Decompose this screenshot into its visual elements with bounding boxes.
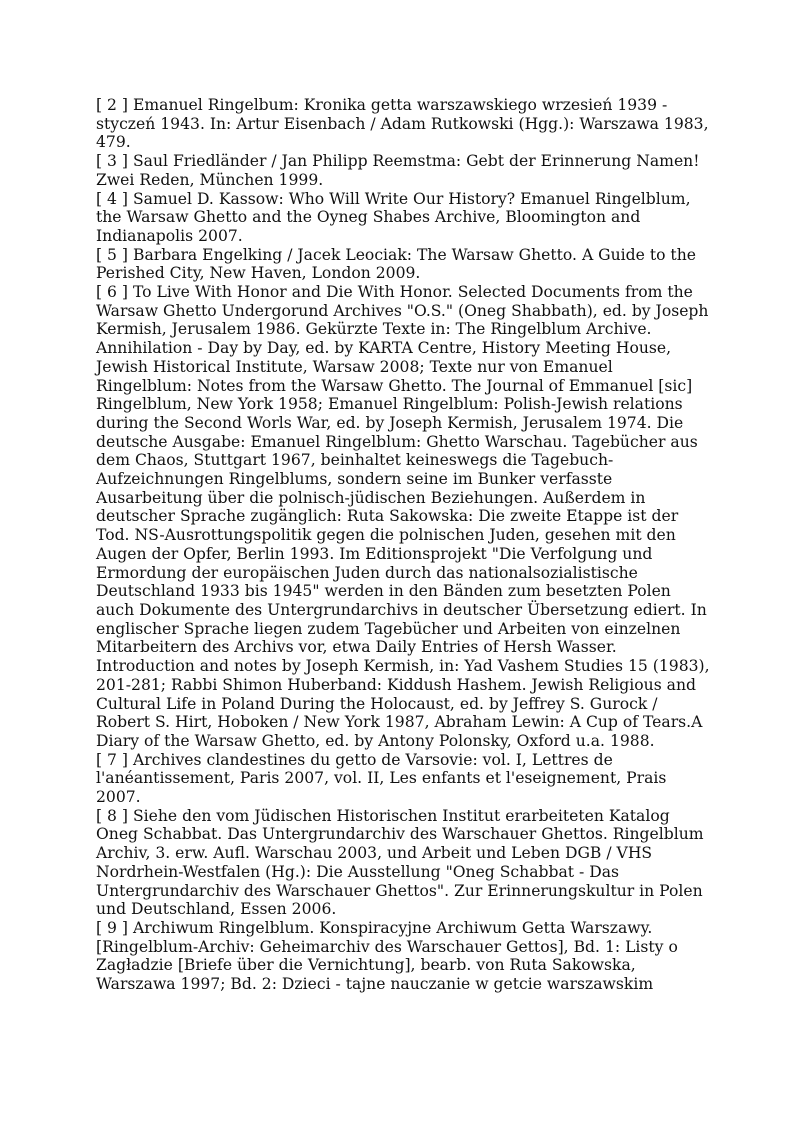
footnote-marker: [ 7 ]	[96, 750, 129, 769]
footnote-5	[96, 246, 711, 283]
footnote-text: Samuel D. Kassow: Who Will Write Our History? Emanuel Ringelblum, the Warsaw Ghetto and the Oyneg Shabes Archive, Bloomington and Indianapolis 2007.	[96, 189, 691, 245]
footnote-text: Archives clandestines du getto de Varsovie: vol. I, Lettres de l'anéantissement, Paris 2007, vol. II, Les enfants et l'eseignement, Prais 2007.	[96, 750, 667, 807]
footnote-7	[96, 751, 711, 807]
footnote-2	[96, 96, 711, 152]
footnote-3	[96, 152, 711, 189]
footnote-text: To Live With Honor and Die With Honor. Selected Documents from the Warsaw Ghetto Undergorund Archives "O.S." (Oneg Shabbath), ed. by Joseph Kermish, Jerusalem 1986. Gekürzte Texte in: The Ringelblum Archive. Annihilation - Day by Day, ed. by KARTA Centre, History Meeting House, Jewish Historical Institute, Warsaw 2008; Texte nur von Emanuel Ringelblum: Notes from the Warsaw Ghetto. The Journal of Emmanuel [sic] Ringelblum, New York 1958; Emanuel Ringelblum: Polish-Jewish relations during the Second Worls War, ed. by Joseph Kermish, Jerusalem 1974. Die deutsche Ausgabe: Emanuel Ringelblum: Ghetto Warschau. Tagebücher aus dem Chaos, Stuttgart 1967, beinhaltet keineswegs die Tagebuch-Aufzeichnungen Ringelblums, sondern seine im Bunker verfasste Ausarbeitung über die polnisch-jüdischen Beziehungen. Außerdem in deutscher Sprache zugänglich: Ruta Sakowska: Die zweite Etappe ist der Tod. NS-Ausrottungspolitik gegen die polnischen Juden, gesehen mit den Augen der Opfer, Berlin 1993. Im Editionsprojekt "Die Verfolgung und Ermordung der europäischen Juden durch das nationalsozialistische Deutschland 1933 bis 1945" werden in den Bänden zum besetzten Polen auch Dokumente des Untergrundarchivs in deutscher Übersetzung ediert. In englischer Sprache liegen zudem Tagebücher und Arbeiten von einzelnen Mitarbeitern des Archivs vor, etwa Daily Entries of Hersh Wasser. Introduction and notes by Joseph Kermish, in: Yad Vashem Studies 15 (1983), 201-281; Rabbi Shimon Huberband: Kiddush Hashem. Jewish Religious and Cultural Life in Poland During the Holocaust, ed. by Jeffrey S. Gurock / Robert S. Hirt, Hoboken / New York 1987, Abraham Lewin: A Cup of Tears.A Diary of the Warsaw Ghetto, ed. by Antony Polonsky, Oxford u.a. 1988.	[96, 283, 710, 750]
footnote-8	[96, 807, 711, 919]
footnote-marker: [ 6 ]	[96, 283, 129, 302]
footnote-marker: [ 9 ]	[96, 918, 129, 937]
footnote-6	[96, 283, 711, 751]
footnote-marker: [ 2 ]	[96, 96, 129, 114]
footnote-text: Siehe den vom Jüdischen Historischen Institut erarbeiteten Katalog Oneg Schabbat. Das Untergrundarchiv des Warschauer Ghettos. Ringelblum Archiv, 3. erw. Aufl. Warschau 2003, und Arbeit und Leben DGB / VHS Nordrhein-Westfalen (Hg.): Die Ausstellung "Oneg Schabbat - Das Untergrundarchiv des Warschauer Ghettos". Zur Erinnerungskultur in Polen und Deutschland, Essen 2006.	[96, 806, 704, 919]
footnote-marker: [ 8 ]	[96, 806, 129, 825]
footnote-text: Saul Friedländer / Jan Philipp Reemstma: Gebt der Erinnerung Namen! Zwei Reden, München 1999.	[96, 152, 700, 189]
footnote-marker: [ 4 ]	[96, 189, 129, 208]
footnote-text: Barbara Engelking / Jacek Leociak: The Warsaw Ghetto. A Guide to the Perished City, New Haven, London 2009.	[96, 245, 696, 283]
footnote-text: Emanuel Ringelbum: Kronika getta warszawskiego wrzesień 1939 - styczeń 1943. In: Artur Eisenbach / Adam Rutkowski (Hgg.): Warszawa 1983, 479.	[96, 96, 709, 152]
footnote-9	[96, 919, 711, 994]
footnote-4	[96, 190, 711, 246]
footnote-marker: [ 3 ]	[96, 152, 129, 171]
footnotes-page	[96, 96, 711, 994]
footnote-text: Archiwum Ringelblum. Konspiracyjne Archiwum Getta Warszawy. [Ringelblum-Archiv: Geheimarchiv des Warschauer Gettos], Bd. 1: Listy o Zagładzie [Briefe über die Vernichtung], bearb. von Ruta Sakowska, Warszawa 1997; Bd. 2: Dzieci - tajne nauczanie w getcie warszawskim	[96, 918, 678, 994]
footnote-marker: [ 5 ]	[96, 245, 129, 264]
